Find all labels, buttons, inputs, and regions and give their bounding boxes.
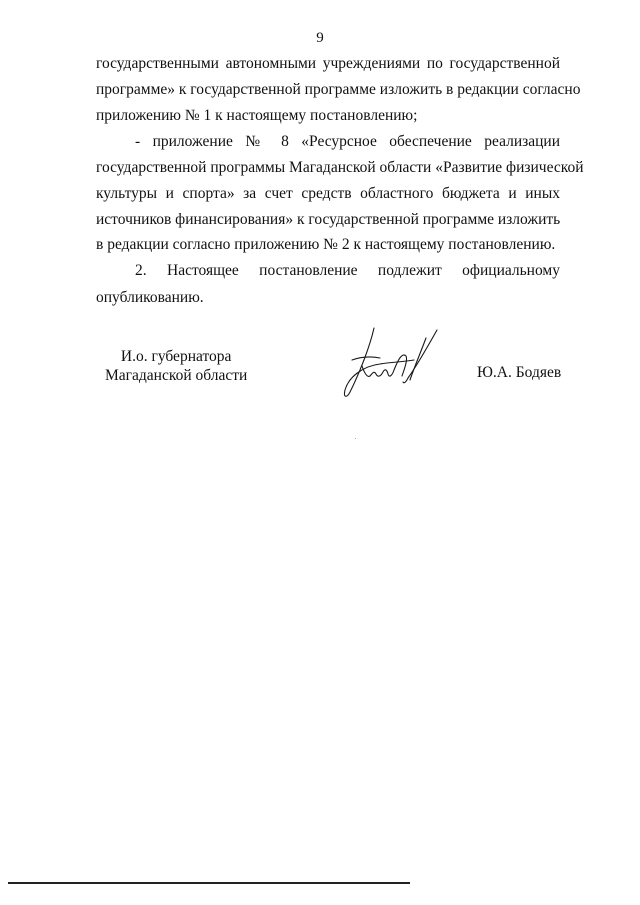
- body-line: в редакции согласно приложению № 2 к настоящему постановлению.: [96, 236, 556, 253]
- page-number: 9: [316, 30, 324, 46]
- position-line: И.о. губернатора: [120, 348, 232, 365]
- body-line: опубликованию.: [96, 289, 204, 306]
- position-line: Магаданской области: [105, 367, 248, 384]
- body-line: - приложение № 8 «Ресурсное обеспечение реализации: [135, 133, 560, 150]
- body-line: приложению № 1 к настоящему постановлению;: [96, 107, 418, 124]
- body-line: программе» к государственной программе изложить в редакции согласно: [96, 81, 581, 98]
- body-line: государственными автономными учреждениями по государственной: [96, 55, 560, 72]
- signatory-name: Ю.А. Бодяев: [477, 364, 562, 381]
- body-line: 2. Настоящее постановление подлежит официальному: [135, 262, 560, 279]
- bottom-rule: [8, 882, 410, 884]
- scan-speck: [355, 438, 356, 439]
- signatory-position: [105, 347, 247, 385]
- body-line: государственной программы Магаданской области «Развитие физической: [96, 159, 584, 176]
- body-line: культуры и спорта» за счет средств областного бюджета и иных: [96, 185, 560, 202]
- body-line: источников финансирования» к государственной программе изложить: [96, 211, 561, 228]
- handwritten-signature: [340, 326, 440, 400]
